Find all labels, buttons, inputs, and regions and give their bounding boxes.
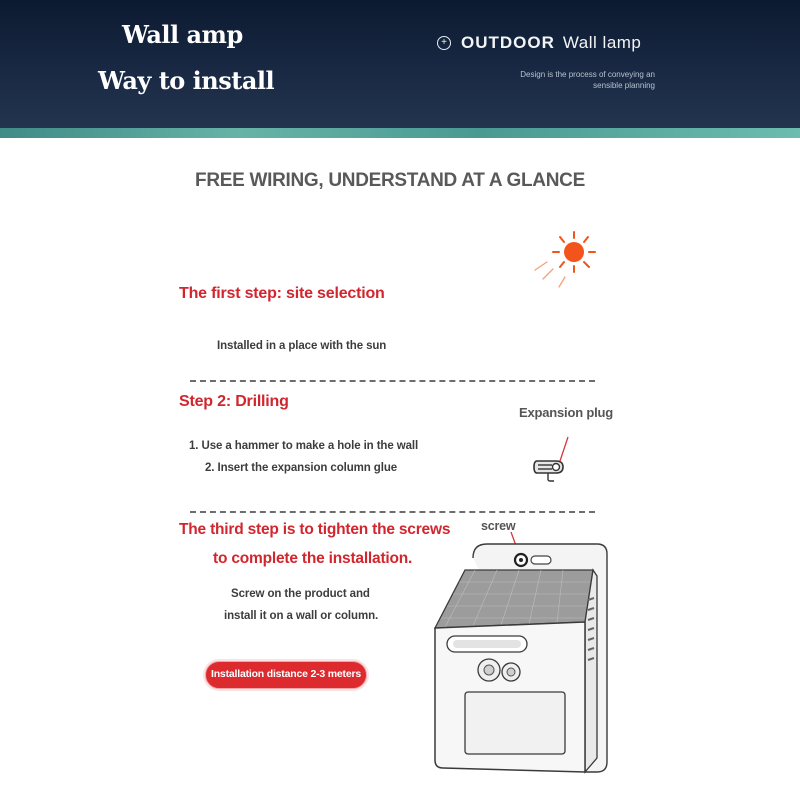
step2-item-2: 2. Insert the expansion column glue [205, 462, 398, 474]
step2-title: Step 2: Drilling [179, 393, 289, 410]
step3-title-line1: The third step is to tighten the screws [179, 521, 451, 538]
expansion-plug-icon [530, 435, 590, 485]
header-banner [0, 0, 800, 138]
banner-title-line2: Way to install [98, 66, 275, 95]
badge-bold-text: OUTDOOR [461, 33, 555, 52]
sun-icon [525, 225, 605, 295]
step3-title-line2: to complete the installation. [213, 550, 413, 567]
installation-distance-badge: Installation distance 2-3 meters [205, 661, 367, 689]
tagline-line1: Design is the process of conveying an [520, 70, 655, 79]
divider-2 [190, 511, 595, 513]
page-headline: FREE WIRING, UNDERSTAND AT A GLANCE [195, 170, 585, 191]
step1-text: Installed in a place with the sun [217, 340, 387, 352]
expansion-plug-label: Expansion plug [519, 405, 613, 420]
tagline-line2: sensible planning [593, 81, 655, 90]
banner-title-line1: Wall amp [122, 20, 243, 49]
banner-badge [437, 33, 641, 53]
step3-text-line2: install it on a wall or column. [224, 610, 379, 622]
screw-label: screw [481, 519, 516, 533]
banner-teal-strip [0, 128, 800, 138]
divider-1 [190, 380, 595, 382]
badge-light-text: Wall lamp [562, 33, 642, 52]
plus-circle-icon: + [437, 36, 451, 50]
step2-item-1: 1. Use a hammer to make a hole in the wall [189, 440, 419, 452]
step1-title: The first step: site selection [179, 285, 385, 302]
step3-text-line1: Screw on the product and [231, 588, 370, 600]
wall-lamp-illustration [425, 530, 625, 790]
banner-tagline [505, 69, 655, 91]
